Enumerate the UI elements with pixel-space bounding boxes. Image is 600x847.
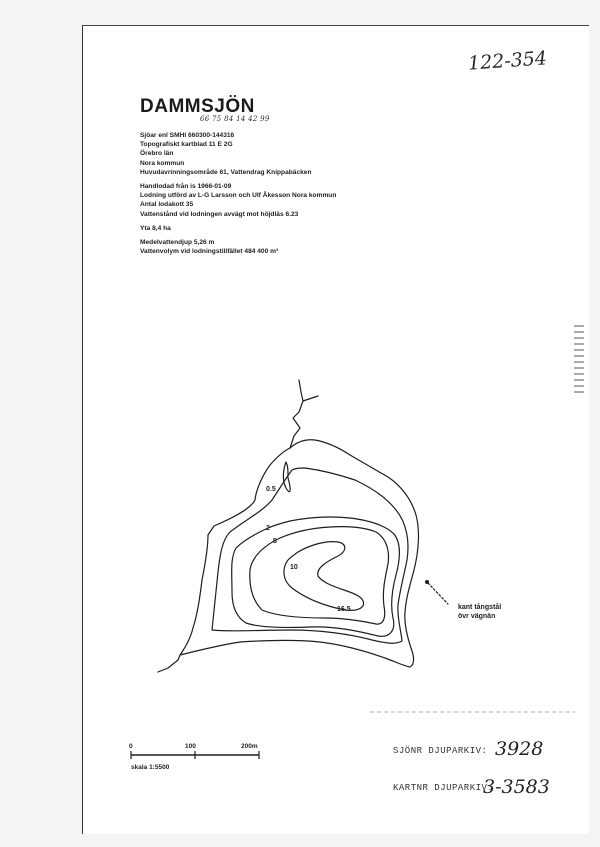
info-line-mean-depth: Medelvattendjup 5,26 m — [140, 239, 215, 247]
scale-tick-200m: 200m — [241, 743, 258, 750]
info-line-volume: Vattenvolym vid lodningstillfället 484 400 m³ — [140, 248, 279, 256]
info-line-surveyors: Lodning utförd av L-G Larsson och Ulf Åkesson Nora kommun — [140, 192, 337, 200]
info-line-lake-id: Sjöar enl SMHI 660300-144316 — [140, 132, 235, 139]
info-line-water-level: Vattenstånd vid lodningen avvägt mot höjdläs 6.23 — [140, 210, 299, 218]
sjonr-archive-value: 3928 — [495, 738, 544, 760]
handwritten-archive-number: 122-354 — [467, 47, 548, 75]
info-line-area: Yta 8,4 ha — [140, 224, 171, 232]
annotation-line-2: övr vägnän — [458, 613, 496, 620]
inlet-stream-branch — [299, 380, 303, 401]
contour-label-2: 2 — [266, 525, 270, 532]
outlet-stream — [158, 660, 178, 672]
info-line-municipality: Nora kommun — [140, 159, 185, 167]
info-line-map-sheet: Topografiskt kartblad 11 E 2G — [140, 141, 233, 149]
handwritten-coordinate-note: 66 75 84 14 42 99 — [200, 115, 270, 123]
scale-tick-0: 0 — [129, 743, 133, 750]
contour-label-10: 10 — [290, 564, 298, 571]
scale-tick-100: 100 — [185, 743, 196, 750]
annotation-marker — [425, 580, 429, 584]
contour-5 — [250, 527, 389, 624]
lake-title: DAMMSJÖN — [140, 96, 255, 117]
contour-label-16-5: 16.5 — [337, 606, 351, 613]
info-line-sounding-date: Handlodad från is 1966-01-09 — [140, 183, 232, 191]
info-line-sounding-count: Antal lodakott 35 — [140, 201, 194, 209]
info-line-catchment: Huvudavrinningsområde 61, Vattendrag Knippabäcken — [140, 168, 312, 176]
scale-bar — [131, 751, 259, 759]
kartnr-archive-value: 3-3583 — [483, 776, 550, 798]
annotation-line-1: kant tångstål — [458, 604, 502, 611]
sjonr-archive-label: SJÖNR DJUPARKIV: — [393, 746, 488, 756]
contour-label-0-5: 0.5 — [266, 486, 276, 493]
contour-label-5: 5 — [273, 538, 277, 545]
kartnr-archive-label: KARTNR DJUPARKIV: — [393, 783, 494, 793]
scale-label: skala 1:5500 — [131, 764, 170, 771]
contour-10 — [284, 542, 364, 611]
shoreline — [178, 440, 418, 667]
info-line-county: Örebro län — [140, 150, 174, 158]
annotation-leader — [428, 583, 448, 604]
scan-edge-marks — [574, 325, 584, 395]
contour-0-5 — [212, 468, 408, 643]
